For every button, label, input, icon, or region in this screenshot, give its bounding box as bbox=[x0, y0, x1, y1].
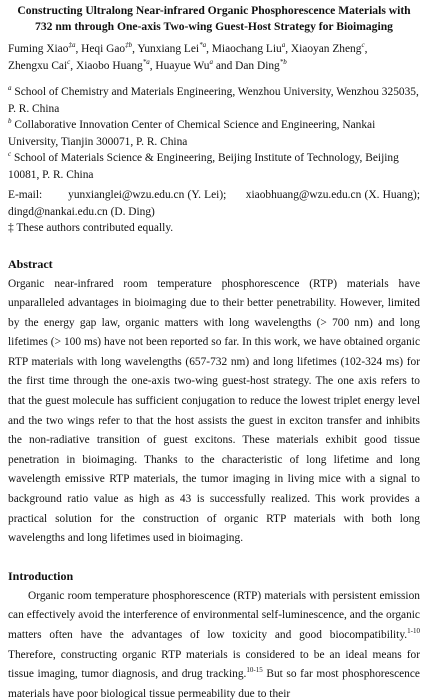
email-link-lei[interactable]: yunxianglei@wzu.edu.cn bbox=[68, 189, 185, 201]
author-and: and bbox=[212, 60, 236, 72]
equal-contribution-note: ‡ These authors contributed equally. bbox=[8, 222, 174, 234]
author-affiliation-mark: c bbox=[361, 41, 365, 50]
author-affiliation-mark: ‡a bbox=[68, 41, 76, 50]
author-list bbox=[8, 41, 420, 75]
affiliation-text: School of Materials Science & Engineering, Beijing Institute of Technology, Beijing 10081, P. R. China bbox=[8, 152, 399, 181]
author-affiliation-mark: *b bbox=[279, 58, 287, 67]
affiliation bbox=[8, 84, 420, 117]
author-name-text: Xiaobo Huang bbox=[75, 60, 143, 72]
author-name bbox=[212, 43, 285, 55]
author-name bbox=[76, 60, 150, 72]
abstract-text: Organic near-infrared room temperature phosphorescence (RTP) materials have unparalleled advantages in bioimaging due to their better penetrability. However, limited by the energy gap law, organic matters with long wavelengths (> 700 nm) and long lifetimes (> 100 ms) have not been reported so far. In this work, we have obtained organic RTP materials with long wavelengths (657-732 nm) and long lifetimes (102-324 ms) for the first time through the one-axis two-wing guest-host strategy. The one axis refers to that the guest molecule has sufficient conjugation to reduce the lowest triplet energy level and the two wings refer to that the host assists the guest in exciton transfer and inhibits the non-radiative transition of guest excitons. These materials exhibit good tissue penetration in bioimaging. Thanks to the characteristic of long lifetime and long wavelength emissive RTP materials, the tumor imaging in living mice with a signal to background ratio value as high as 43 is successfully realized. This work provides a practical solution for the construction of organic RTP materials with both long wavelengths and long lifetimes used in bioimaging. bbox=[8, 277, 420, 545]
author-separator: , bbox=[285, 43, 291, 55]
affiliation-list bbox=[8, 84, 420, 183]
author-name bbox=[137, 43, 206, 55]
paper-title: Constructing Ultralong Near-infrared Organic Phosphorescence Materials with 732 nm through One-axis Two-wing Guest-Host Strategy for Bioimaging bbox=[17, 4, 411, 33]
affiliation-mark: b bbox=[8, 117, 12, 126]
author-affiliation-mark: c bbox=[67, 58, 71, 67]
author-name bbox=[235, 60, 287, 72]
email-label: E-mail: bbox=[8, 189, 43, 201]
author-separator: , bbox=[149, 60, 156, 72]
author-separator: , bbox=[70, 60, 76, 72]
intro-text-1: Organic room temperature phosphorescence (RTP) materials with persistent emission can effectively avoid the interference of environmental self-luminescence, and the organic matters often have the advantages of low toxicity and good biocompatibility. bbox=[8, 589, 420, 641]
intro-text-2: Therefore, constructing organic RTP materials is considered to be an ideal means for tissue imaging, tumor diagnosis, and drug tracking. bbox=[8, 648, 420, 681]
affiliation-mark: c bbox=[8, 150, 12, 159]
author-name-text: Zhengxu Cai bbox=[8, 60, 68, 72]
author-affiliation-mark: a bbox=[209, 58, 213, 67]
author-affiliation-mark: ‡b bbox=[125, 41, 133, 50]
affiliation-mark: a bbox=[8, 84, 12, 93]
abstract-heading: Abstract bbox=[8, 256, 53, 271]
author-name-text: Huayue Wu bbox=[155, 60, 210, 72]
author-name-text: Fuming Xiao bbox=[8, 43, 69, 55]
author-name bbox=[81, 43, 132, 55]
author-name-text: Dan Ding bbox=[235, 60, 280, 72]
affiliation-text: School of Chemistry and Materials Engineering, Wenzhou University, Wenzhou 325035, P. R. China bbox=[8, 86, 419, 115]
author-affiliation-mark: *a bbox=[142, 58, 150, 67]
author-name-text: Miaochang Liu bbox=[211, 43, 282, 55]
citation-10-15: 10-15 bbox=[246, 666, 263, 675]
introduction-text bbox=[8, 587, 420, 700]
author-affiliation-mark: a bbox=[281, 41, 286, 50]
author-name bbox=[8, 60, 70, 72]
email-line bbox=[8, 187, 420, 220]
author-name bbox=[291, 43, 365, 55]
introduction-heading: Introduction bbox=[8, 568, 74, 583]
email-owner-lei: (Y. Lei); bbox=[187, 189, 227, 201]
email-link-ding[interactable]: dingd@nankai.edu.cn bbox=[8, 205, 108, 218]
affiliation bbox=[8, 150, 420, 183]
author-separator: , bbox=[206, 43, 212, 55]
author-name-text: Heqi Gao bbox=[81, 43, 126, 55]
citation-1-10: 1-10 bbox=[407, 627, 420, 636]
affiliation bbox=[8, 117, 420, 150]
email-owner-huang: (X. Huang); bbox=[364, 189, 420, 201]
author-name-text: Yunxiang Lei bbox=[137, 43, 200, 55]
affiliation-text: Collaborative Innovation Center of Chemical Science and Engineering, Nankai University, Tianjin 300071, P. R. China bbox=[8, 119, 376, 148]
author-name bbox=[155, 60, 213, 72]
author-separator: , bbox=[364, 43, 368, 55]
author-separator: , bbox=[132, 43, 138, 55]
author-separator: , bbox=[75, 43, 82, 55]
author-name-text: Xiaoyan Zheng bbox=[290, 43, 362, 55]
author-affiliation-mark: *a bbox=[199, 41, 207, 50]
author-name bbox=[8, 43, 75, 55]
email-link-huang[interactable]: xiaobhuang@wzu.edu.cn bbox=[245, 189, 362, 201]
email-owner-ding: (D. Ding) bbox=[110, 205, 155, 218]
intro-text-3: But so far most phosphorescence materials have poor biological tissue permeability due to their bbox=[8, 668, 420, 700]
